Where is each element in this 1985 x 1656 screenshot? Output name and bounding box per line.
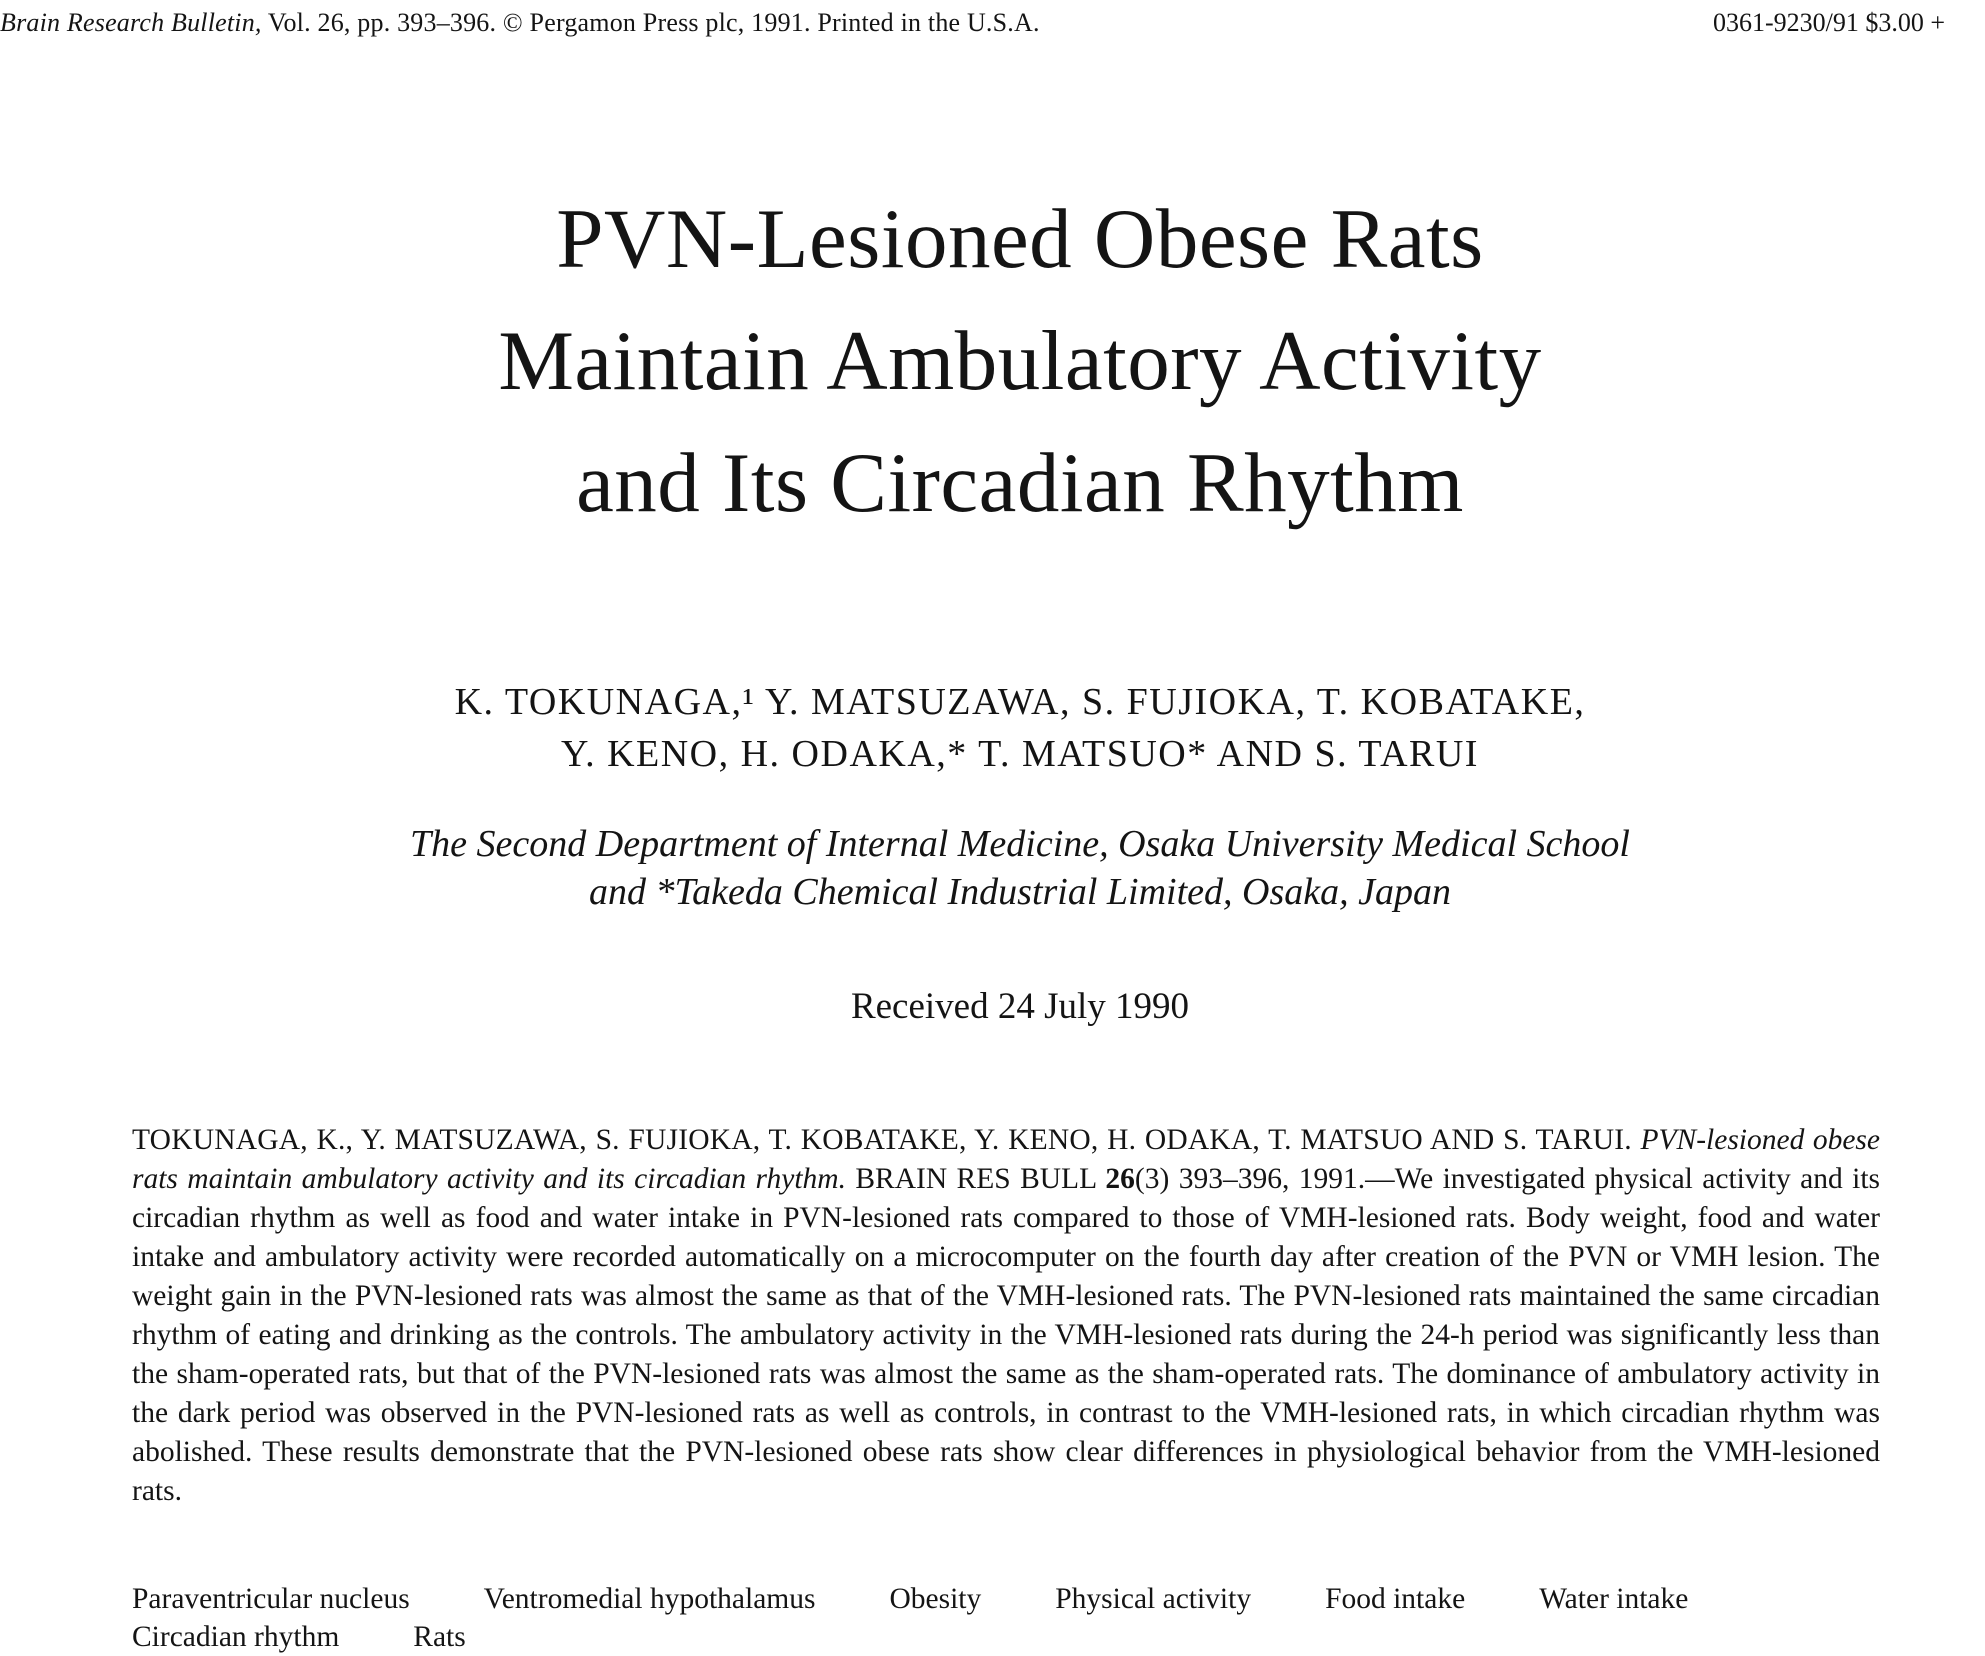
keywords (132, 1580, 1892, 1656)
issn-price: 0361-9230/91 $3.00 + (1713, 8, 1946, 37)
title-line: Maintain Ambulatory Activity (498, 314, 1542, 408)
keyword: Paraventricular nucleus (132, 1583, 410, 1615)
abstract-title: PVN-lesioned obese rats maintain ambulatory activity and its circadian rhythm. (132, 1124, 1880, 1195)
received-date: Received 24 July 1990 (850, 986, 1190, 1027)
affiliation-line: The Second Department of Internal Medicine, Osaka University Medical School (410, 823, 1630, 865)
abstract-body: We investigated physical activity and its circadian rhythm as well as food and water intake in PVN-lesioned rats compared to those of VMH-lesioned rats. Body weight, food and water intake and ambulatory activity were recorded automatically on a microcomputer on the fourth day after creation of the PVN or VMH lesion. The weight gain in the PVN-lesioned rats was almost the same as that of the VMH-lesioned rats. The PVN-lesioned rats maintained the same circadian rhythm of eating and drinking as the controls. The ambulatory activity in the VMH-lesioned rats during the 24-h period was significantly less than the sham-operated rats, but that of the PVN-lesioned rats was almost the same as the sham-operated rats. The dominance of ambulatory activity in the dark period was observed in the PVN-lesioned rats as well as controls, in contrast to the VMH-lesioned rats, in which circadian rhythm was abolished. These results demonstrate that the PVN-lesioned obese rats show clear differences in physiological behavior from the VMH-lesioned rats. (132, 1163, 1881, 1507)
affiliation (0, 820, 1985, 916)
author-line: Y. KENO, H. ODAKA,* T. MATSUO* AND S. TARUI (561, 733, 1479, 775)
abstract (132, 1121, 1880, 1511)
abstract-authors: TOKUNAGA, K., Y. MATSUZAWA, S. FUJIOKA, T. KOBATAKE, Y. KENO, H. ODAKA, T. MATSUO AND S. TARUI. (132, 1124, 1641, 1156)
author-list (0, 676, 1985, 780)
keyword: Rats (413, 1621, 466, 1653)
keyword: Food intake (1325, 1583, 1466, 1615)
paper-title (0, 178, 1985, 544)
title-line: and Its Circadian Rhythm (576, 436, 1464, 530)
keyword: Circadian rhythm (132, 1621, 340, 1653)
author-line: K. TOKUNAGA,¹ Y. MATSUZAWA, S. FUJIOKA, T. KOBATAKE, (454, 681, 1586, 723)
abstract-volume: 26 (1105, 1163, 1135, 1195)
keyword: Water intake (1539, 1583, 1689, 1615)
journal-name: Brain Research Bulletin, (0, 8, 262, 37)
title-line: PVN-Lesioned Obese Rats (556, 192, 1484, 286)
keyword: Obesity (889, 1583, 982, 1615)
running-header (0, 8, 1040, 38)
abstract-citation-suffix: (3) 393–396, 1991.— (1134, 1163, 1395, 1195)
abstract-citation-prefix: BRAIN RES BULL (845, 1163, 1106, 1195)
affiliation-line: and *Takeda Chemical Industrial Limited, Osaka, Japan (589, 871, 1451, 913)
keyword: Ventromedial hypothalamus (483, 1583, 816, 1615)
journal-citation: Vol. 26, pp. 393–396. © Pergamon Press plc, 1991. Printed in the U.S.A. (261, 8, 1040, 37)
keyword: Physical activity (1055, 1583, 1252, 1615)
